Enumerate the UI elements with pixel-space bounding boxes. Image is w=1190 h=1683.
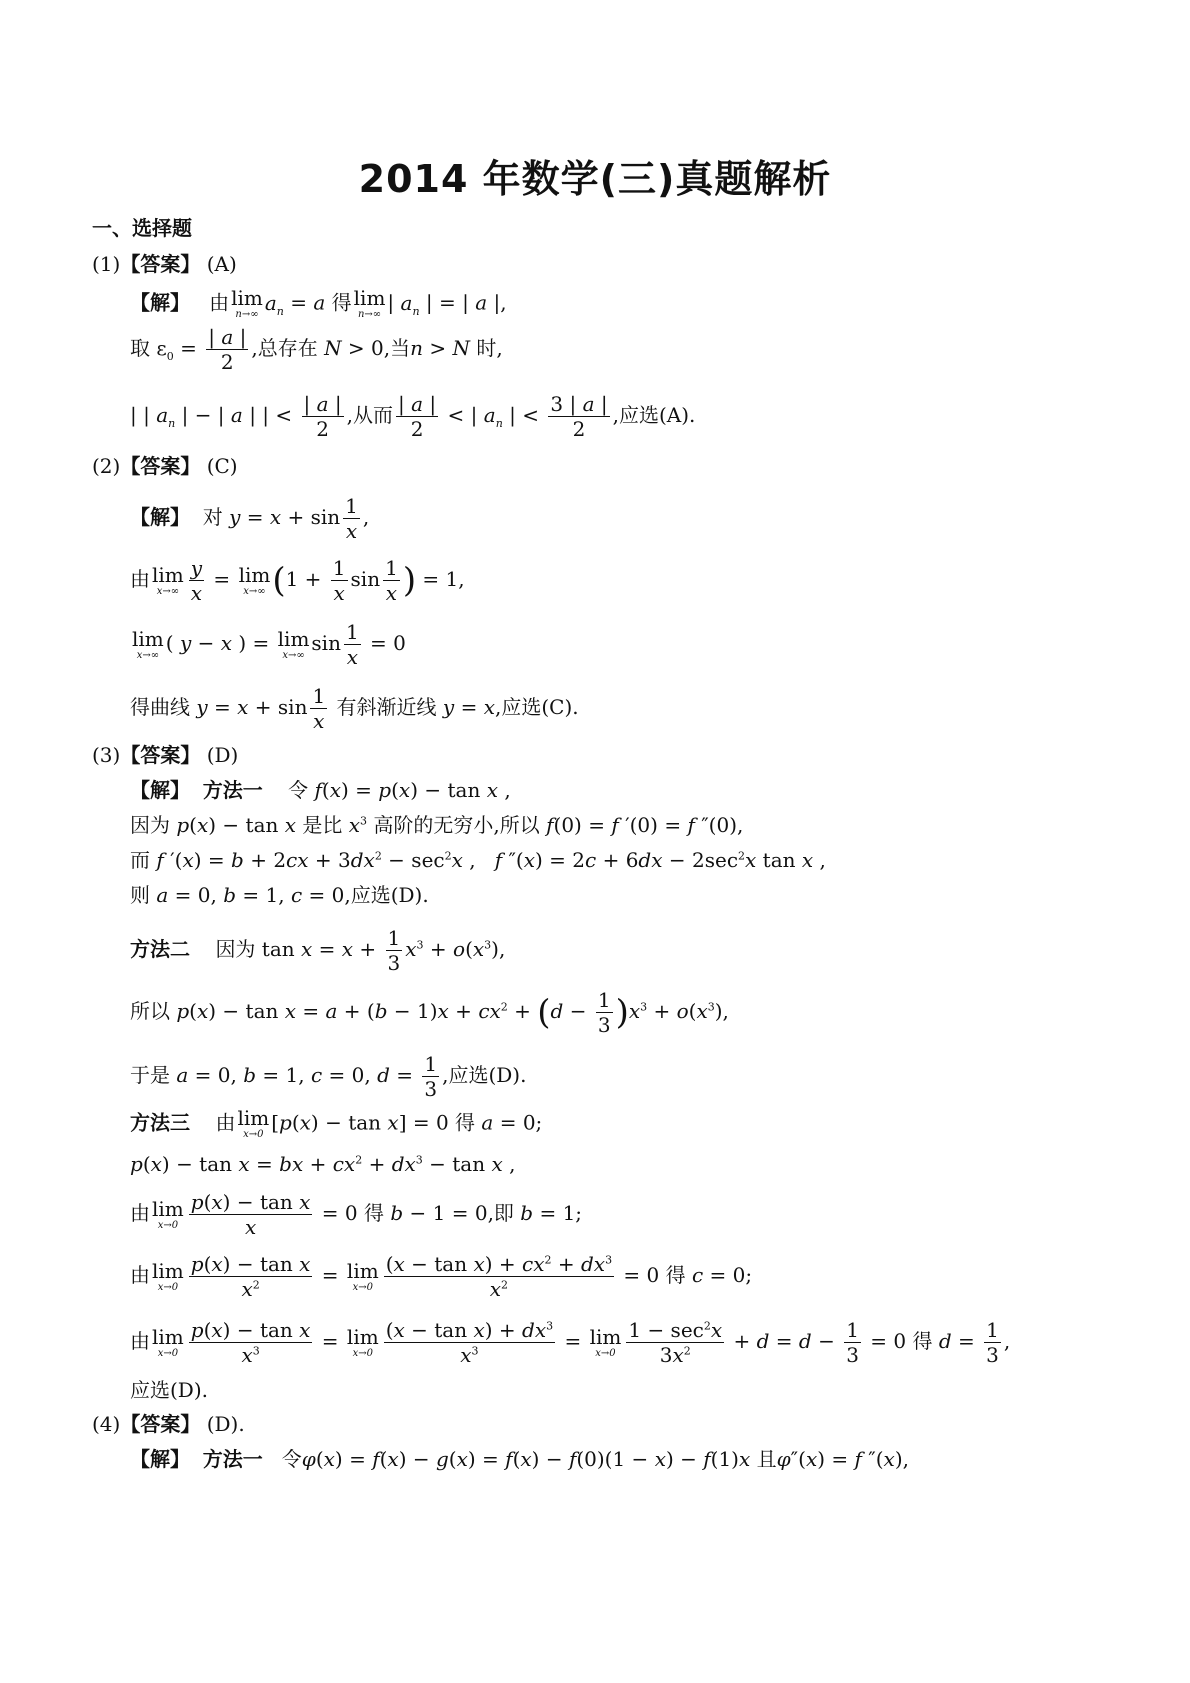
q4-answer: (D). (206, 1412, 245, 1436)
q3-method3-line3: 由 lim x→0 $\frac{\text{p(x) − tan x}}{x}$ = 0 得 b − 1 = 0,即 b = 1; (130, 1190, 583, 1239)
q3-method1-line3: 而 f $'(x) = b + 2cx + 3dx^2 - \sec^2x$ , f $''(x) = 2c + 6dx - 2\sec^2x$ tan x , (130, 848, 826, 872)
q2-solution-line4: 得曲线 y = x + sin $\frac{1}{x}$ 有斜渐近线 y = x,应选(C). (130, 684, 579, 733)
q1-answer: (A) (206, 252, 237, 276)
q3-method2-line2: 所以 $p(x) - \tan x = a + (b - 1)x + cx^2 + (d$ − $\frac{1}{3}$ )$x^3 + o(x^3)$, (130, 988, 729, 1037)
q4-answer-line: (4)【答案】 (D). (92, 1412, 245, 1436)
method-label: 方法一 (202, 778, 263, 802)
q1-solution-line2: 取 $\varepsilon_0$ = $\frac{| a |}{2}$ ,总存在 N > 0,当n > N 时, (130, 325, 503, 374)
q3-method3-line5: 由 lim x→0 $\frac{\text{p(x) − tan x}}{x^3}$ = lim x→0 $\frac{(x - \tan x) + dx^3}{x^3}$ = lim x→0 $1 - \sec^2x$ $3x^2$ + d = d − $\frac{1}{3}$ = 0 得 d = $\frac{1}{3}$ , (130, 1318, 1011, 1367)
q2-answer-line: (2)【答案】 (C) (92, 454, 238, 478)
q3-method3-line6: 应选(D). (130, 1378, 208, 1402)
q2-solution-line2: 由 lim x→∞ $\frac{y}{x}$ = lim x→∞ (1 + $\frac{1}{x}$ sin $\frac{1}{x}$ ) = 1, (130, 556, 465, 605)
q4-method1-line1: 【解】 方法一 令φ(x) = f(x) − g(x) = f(x) − f(0)(1 − x) − f(1)x 且φ″(x) = f ″(x), (130, 1447, 909, 1471)
q3-method2-line1: 方法二 因为 tan x = x + $\frac{1}{3}$ $x^3 + o(x^3)$, (130, 926, 506, 975)
q2-answer: (C) (206, 454, 238, 478)
q3-answer-line: (3)【答案】 (D) (92, 743, 239, 767)
q1-solution-line1: 【解】 由 lim n→∞ $a_n = a$ 得 lim n→∞ | $a_n$ | = | a |, (130, 286, 507, 320)
answer-label: 【答案】 (120, 252, 201, 276)
q3-method2-line3: 于是 a = 0, b = 1, c = 0, d = $\frac{1}{3}$ ,应选(D). (130, 1052, 527, 1101)
q3-method3-line4: 由 lim x→0 $\frac{\text{p(x) − tan x}}{x^2}$ = lim x→0 $\frac{(x - \tan x) + cx^2 + dx^3}{x^2}$ = 0 得 c = 0; (130, 1252, 753, 1301)
q2-solution-line1: 【解】 对 y = x + sin $\frac{1}{x}$ , (130, 494, 370, 543)
q2-solution-line3: lim x→∞ ( y − x ) = lim x→∞ sin $\frac{1}{x}$ = 0 (132, 620, 406, 669)
page-title: 2014 年数学(三)真题解析 (358, 157, 832, 201)
q3-method3-line2: p(x) − tan x = bx + $cx^2 + dx^3 - \tan x$ , (130, 1152, 516, 1176)
q1-answer-line (92, 254, 237, 274)
q3-method1-line1: 【解】 方法一 令 f(x) = p(x) − tan x , (130, 778, 511, 802)
q1-number: (1) (92, 252, 121, 276)
q3-answer: (D) (206, 743, 239, 767)
q3-method1-line2: 因为 p(x) − tan x 是比 $x^3$ 高阶的无穷小,所以 f(0) = f ′(0) = f ″(0), (130, 813, 744, 837)
q3-method1-line4: 则 a = 0, b = 1, c = 0,应选(D). (130, 883, 429, 907)
section-heading: 一、选择题 (92, 216, 192, 240)
q3-method3-line1: 方法三 由 lim x→0 [p(x) − tan x] = 0 得 a = 0; (130, 1106, 543, 1140)
solution-label: 【解】 (130, 290, 190, 315)
q1-solution-line3: | | $a_n$ | − | a | | < $\frac{| a |}{2}$ ,从而 $\frac{| a |}{2}$ < | $a_n$ | < $\frac{3 | a |}{2}$ ,应选(A). (130, 392, 696, 441)
